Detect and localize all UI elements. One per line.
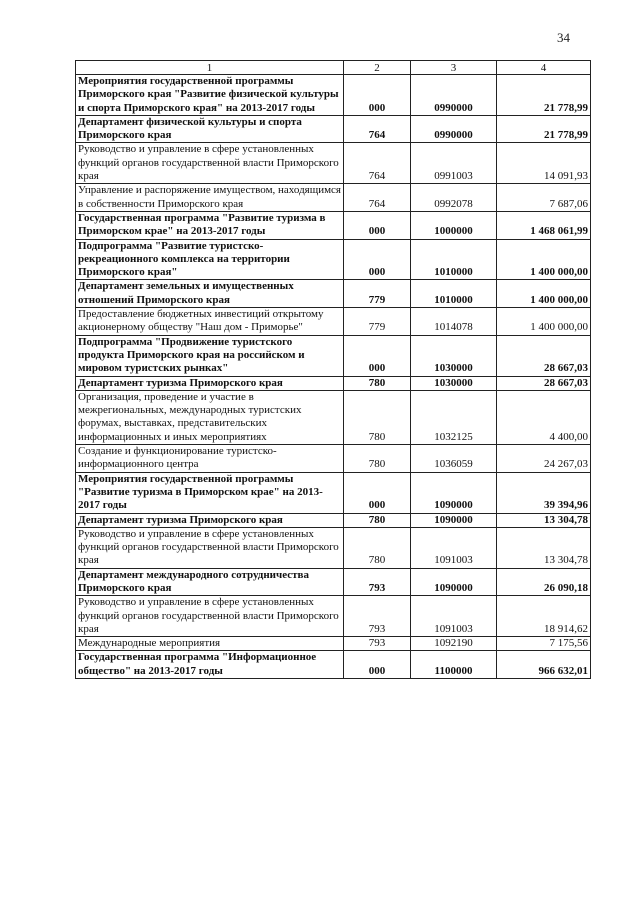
row-name-cell: Мероприятия государственной программы Приморского края "Развитие физической культуры и спорта Приморского края" на 2013-2017 годы	[76, 75, 344, 116]
row-amount-cell: 7 175,56	[497, 637, 591, 651]
row-target-code-cell: 1091003	[411, 596, 497, 637]
row-name-cell: Руководство и управление в сфере установленных функций органов государственной власти Приморского края	[76, 596, 344, 637]
row-amount-cell: 28 667,03	[497, 376, 591, 390]
row-agency-code-cell: 764	[344, 184, 411, 212]
table-row	[76, 390, 591, 444]
table-row	[76, 513, 591, 527]
row-target-code-cell: 1030000	[411, 335, 497, 376]
row-amount-cell: 28 667,03	[497, 335, 591, 376]
row-target-code-cell: 1000000	[411, 211, 497, 239]
row-target-code-cell: 1010000	[411, 239, 497, 280]
table-row	[76, 596, 591, 637]
row-name-cell: Департамент физической культуры и спорта Приморского края	[76, 115, 344, 143]
budget-table	[75, 60, 591, 679]
row-name-cell: Международные мероприятия	[76, 637, 344, 651]
row-name-cell: Создание и функционирование туристско-информационного центра	[76, 445, 344, 473]
table-row	[76, 308, 591, 336]
row-agency-code-cell: 000	[344, 75, 411, 116]
row-amount-cell: 14 091,93	[497, 143, 591, 184]
row-target-code-cell: 0991003	[411, 143, 497, 184]
row-target-code-cell: 1091003	[411, 527, 497, 568]
row-target-code-cell: 1014078	[411, 308, 497, 336]
row-agency-code-cell: 780	[344, 376, 411, 390]
column-header-2: 2	[344, 61, 411, 75]
row-amount-cell: 24 267,03	[497, 445, 591, 473]
row-agency-code-cell: 780	[344, 527, 411, 568]
table-row	[76, 651, 591, 679]
row-agency-code-cell: 779	[344, 308, 411, 336]
row-name-cell: Государственная программа "Информационное общество" на 2013-2017 годы	[76, 651, 344, 679]
row-target-code-cell: 1092190	[411, 637, 497, 651]
row-agency-code-cell: 793	[344, 596, 411, 637]
row-amount-cell: 18 914,62	[497, 596, 591, 637]
row-agency-code-cell: 000	[344, 472, 411, 513]
table-row	[76, 568, 591, 596]
column-header-3: 3	[411, 61, 497, 75]
row-amount-cell: 21 778,99	[497, 115, 591, 143]
row-amount-cell: 39 394,96	[497, 472, 591, 513]
table-body	[76, 75, 591, 679]
page-number: 34	[557, 30, 570, 45]
row-agency-code-cell: 000	[344, 239, 411, 280]
row-amount-cell: 1 468 061,99	[497, 211, 591, 239]
row-agency-code-cell: 000	[344, 211, 411, 239]
row-agency-code-cell: 779	[344, 280, 411, 308]
table-row	[76, 239, 591, 280]
row-agency-code-cell: 793	[344, 568, 411, 596]
row-target-code-cell: 1036059	[411, 445, 497, 473]
row-amount-cell: 966 632,01	[497, 651, 591, 679]
row-agency-code-cell: 000	[344, 651, 411, 679]
table-row	[76, 143, 591, 184]
row-name-cell: Департамент земельных и имущественных отношений Приморского края	[76, 280, 344, 308]
row-name-cell: Руководство и управление в сфере установленных функций органов государственной власти Приморского края	[76, 527, 344, 568]
table-row	[76, 115, 591, 143]
row-agency-code-cell: 780	[344, 513, 411, 527]
row-name-cell: Руководство и управление в сфере установленных функций органов государственной власти Приморского края	[76, 143, 344, 184]
column-header-4: 4	[497, 61, 591, 75]
row-target-code-cell: 1090000	[411, 472, 497, 513]
row-agency-code-cell: 764	[344, 115, 411, 143]
row-agency-code-cell: 780	[344, 390, 411, 444]
table-header-row	[76, 61, 591, 75]
table-row	[76, 445, 591, 473]
row-name-cell: Мероприятия государственной программы "Развитие туризма в Приморском крае" на 2013-2017 годы	[76, 472, 344, 513]
row-target-code-cell: 0990000	[411, 75, 497, 116]
row-amount-cell: 7 687,06	[497, 184, 591, 212]
table-row	[76, 335, 591, 376]
table-row	[76, 280, 591, 308]
column-header-1: 1	[76, 61, 344, 75]
row-amount-cell: 26 090,18	[497, 568, 591, 596]
row-name-cell: Подпрограмма "Продвижение туристского продукта Приморского края на российском и мировом туристских рынках"	[76, 335, 344, 376]
row-amount-cell: 21 778,99	[497, 75, 591, 116]
row-amount-cell: 13 304,78	[497, 527, 591, 568]
table-row	[76, 376, 591, 390]
table-row	[76, 75, 591, 116]
row-target-code-cell: 1030000	[411, 376, 497, 390]
row-target-code-cell: 1032125	[411, 390, 497, 444]
table-row	[76, 472, 591, 513]
row-target-code-cell: 1100000	[411, 651, 497, 679]
row-name-cell: Подпрограмма "Развитие туристско-рекреационного комплекса на территории Приморского края"	[76, 239, 344, 280]
row-name-cell: Департамент туризма Приморского края	[76, 513, 344, 527]
row-target-code-cell: 1090000	[411, 568, 497, 596]
row-amount-cell: 13 304,78	[497, 513, 591, 527]
row-agency-code-cell: 780	[344, 445, 411, 473]
row-agency-code-cell: 764	[344, 143, 411, 184]
row-name-cell: Предоставление бюджетных инвестиций открытому акционерному обществу "Наш дом - Приморье"	[76, 308, 344, 336]
row-target-code-cell: 1090000	[411, 513, 497, 527]
table-row	[76, 184, 591, 212]
row-name-cell: Департамент международного сотрудничества Приморского края	[76, 568, 344, 596]
row-amount-cell: 1 400 000,00	[497, 308, 591, 336]
row-amount-cell: 4 400,00	[497, 390, 591, 444]
row-name-cell: Государственная программа "Развитие туризма в Приморском крае" на 2013-2017 годы	[76, 211, 344, 239]
row-amount-cell: 1 400 000,00	[497, 280, 591, 308]
row-amount-cell: 1 400 000,00	[497, 239, 591, 280]
table-row	[76, 637, 591, 651]
row-target-code-cell: 0990000	[411, 115, 497, 143]
row-agency-code-cell: 000	[344, 335, 411, 376]
row-name-cell: Организация, проведение и участие в межрегиональных, международных туристских форумах, выставках, представительских информационных и иных мероприятиях	[76, 390, 344, 444]
row-name-cell: Управление и распоряжение имуществом, находящимся в собственности Приморского края	[76, 184, 344, 212]
row-agency-code-cell: 793	[344, 637, 411, 651]
row-name-cell: Департамент туризма Приморского края	[76, 376, 344, 390]
table-row	[76, 211, 591, 239]
row-target-code-cell: 1010000	[411, 280, 497, 308]
row-target-code-cell: 0992078	[411, 184, 497, 212]
table-row	[76, 527, 591, 568]
